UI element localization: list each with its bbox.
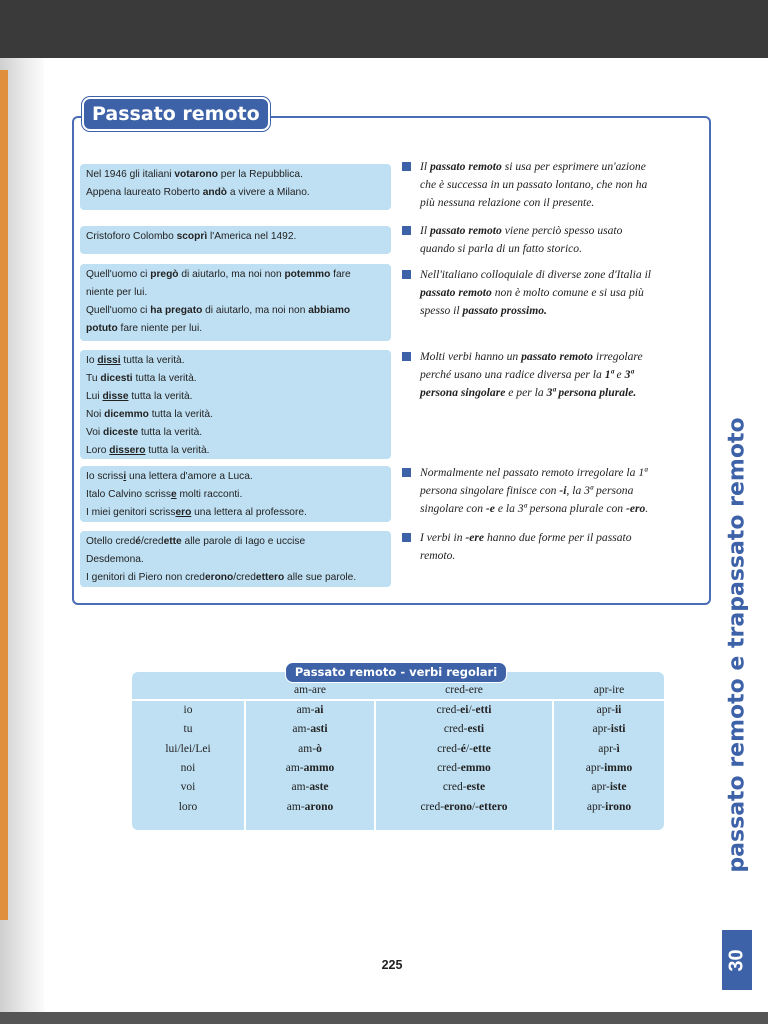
example-line xyxy=(86,352,385,370)
conjugation-cell xyxy=(376,701,552,720)
text-run: cred- xyxy=(442,781,467,794)
conjugation-cell xyxy=(376,759,552,778)
text-run: cred- xyxy=(437,742,461,755)
rule-item xyxy=(402,266,702,320)
bold-text: ei xyxy=(460,704,469,716)
bold-text: 1ª xyxy=(604,368,614,381)
bullet-square-icon xyxy=(402,468,411,477)
text-run: remoto. xyxy=(420,549,456,562)
example-box xyxy=(80,350,391,459)
rule-text xyxy=(420,464,702,518)
text-run: Quell'uomo ci xyxy=(86,269,151,280)
bold-text: erono xyxy=(204,572,234,583)
pronoun-cell: loro xyxy=(178,800,198,813)
text-run: fare xyxy=(330,269,351,280)
text-run: alle sue parole. xyxy=(284,572,357,583)
rule-item xyxy=(402,348,702,402)
bold-text: passato remoto xyxy=(521,350,593,363)
example-line xyxy=(86,166,385,184)
example-line xyxy=(86,406,385,424)
rule-line xyxy=(420,464,702,482)
bold-text: passato prossimo. xyxy=(462,304,547,317)
text-run: am- xyxy=(291,781,310,794)
text-run: I genitori di Piero non cred xyxy=(86,572,205,583)
text-run: Desdemona. xyxy=(86,554,144,565)
text-run: tutta la verità. xyxy=(138,427,203,438)
text-run: /cred xyxy=(140,536,164,547)
bold-text: 3ª xyxy=(624,368,634,381)
text-run: Nell'italiano colloquiale di diverse zone d'Italia il xyxy=(420,268,652,281)
text-run: am- xyxy=(292,723,311,736)
example-line xyxy=(86,284,385,302)
example-box xyxy=(80,164,391,210)
text-run: Normalmente nel passato remoto irregolare la 1ª xyxy=(420,466,648,479)
bold-text: e xyxy=(170,489,177,500)
bold-text: scoprì xyxy=(176,231,208,242)
text-run: che è successa in un passato lontano, che non ha xyxy=(420,178,648,191)
bold-text: etti xyxy=(475,704,492,716)
bold-text: -ero xyxy=(625,502,646,515)
example-line xyxy=(86,504,385,522)
conjugation-cell xyxy=(246,759,374,778)
conjugation-cell xyxy=(376,740,552,759)
text-run: . xyxy=(645,502,649,515)
rule-line xyxy=(420,348,702,366)
bullet-square-icon xyxy=(402,226,411,235)
bold-text: i xyxy=(123,471,127,482)
example-line xyxy=(86,228,385,246)
bold-text: pregò xyxy=(150,269,179,280)
bold-text: este xyxy=(466,781,486,794)
example-line xyxy=(86,266,385,284)
text-run: e per la xyxy=(505,386,547,399)
bold-text: é xyxy=(135,536,141,547)
section-title: Passato remoto xyxy=(82,97,270,131)
text-run: apr- xyxy=(591,781,610,794)
example-line xyxy=(86,320,385,338)
text-run: l'America nel 1492. xyxy=(207,231,297,242)
conjugation-cell xyxy=(376,778,552,797)
text-run: am- xyxy=(298,742,317,755)
text-run: cred- xyxy=(437,761,461,774)
pronoun-cell: voi xyxy=(180,781,196,794)
bold-text: é xyxy=(460,742,466,755)
text-run: am- xyxy=(286,800,305,813)
bold-text: dicemmo xyxy=(104,409,149,420)
example-line xyxy=(86,302,385,320)
text-run: spesso il xyxy=(420,304,463,317)
rule-item xyxy=(402,222,702,258)
conjugation-cell xyxy=(246,740,374,759)
bold-text: ammo xyxy=(303,761,335,774)
text-run: più nessuna relazione con il presente. xyxy=(420,196,595,209)
text-run: una lettera d'amore a Luca. xyxy=(126,471,253,482)
bold-text: votarono xyxy=(174,169,218,180)
conjugation-cell xyxy=(376,798,552,817)
text-run: e xyxy=(613,368,625,381)
bold-text: andò xyxy=(202,187,228,198)
rule-line xyxy=(420,266,702,284)
chapter-number: 30 xyxy=(725,948,748,972)
example-line xyxy=(86,569,385,587)
text-run: fare niente per lui. xyxy=(117,323,203,334)
bold-text: iste xyxy=(609,781,627,794)
bold-text: potuto xyxy=(86,323,118,334)
bold-text: emmo xyxy=(460,761,491,774)
conjugation-cell xyxy=(554,701,664,720)
text-run: cred- xyxy=(420,800,445,813)
bullet-square-icon xyxy=(402,533,411,542)
chapter-title: passato remoto e trapassato remoto xyxy=(724,417,750,873)
text-run: Tu xyxy=(86,373,101,384)
bold-text: immo xyxy=(604,761,633,774)
text-run: Io xyxy=(86,355,98,366)
rule-text xyxy=(420,158,702,212)
bold-text: ero xyxy=(175,507,192,518)
conjugation-cell xyxy=(554,720,664,739)
text-run: Cristoforo Colombo xyxy=(86,231,177,242)
rule-text xyxy=(420,529,702,565)
rule-text xyxy=(420,266,702,320)
text-run: niente per lui. xyxy=(86,287,148,298)
bold-text: ò xyxy=(316,742,322,755)
text-run: quando si parla di un fatto storico. xyxy=(420,242,583,255)
bold-text: abbiamo xyxy=(308,305,351,316)
example-line xyxy=(86,184,385,202)
text-run: /- xyxy=(471,800,480,813)
rule-text xyxy=(420,222,702,258)
pronoun-cell: lui/lei/Lei xyxy=(165,742,211,755)
bullet-square-icon xyxy=(402,270,411,279)
text-run: , la 3ª persona xyxy=(566,484,634,497)
conjugation-cell xyxy=(554,740,664,759)
bold-text: erono xyxy=(444,800,472,813)
page-number: 225 xyxy=(381,958,403,972)
rule-item xyxy=(402,158,702,212)
conjugation-cell xyxy=(554,759,664,778)
bold-text: -e xyxy=(485,502,495,515)
bold-text: ette xyxy=(163,536,182,547)
example-line xyxy=(86,370,385,388)
bold-text: diceste xyxy=(103,427,139,438)
conjugation-cell xyxy=(376,720,552,739)
text-run: perché usano una radice diversa per la xyxy=(420,368,605,381)
bold-text: dicesti xyxy=(100,373,133,384)
text-run: molti racconti. xyxy=(176,489,243,500)
text-run: di aiutarlo, ma noi non xyxy=(178,269,285,280)
bold-text: irono xyxy=(605,800,632,813)
rule-line xyxy=(420,222,702,240)
rule-line xyxy=(420,194,702,212)
text-run: singolare con xyxy=(420,502,486,515)
rule-text xyxy=(420,348,702,402)
text-run: tutta la verità. xyxy=(145,445,210,456)
text-run: tutta la verità. xyxy=(128,391,193,402)
text-run: e la 3ª persona plurale con xyxy=(494,502,626,515)
rule-line xyxy=(420,302,702,320)
text-run: apr- xyxy=(596,704,615,716)
scan-bottom-edge xyxy=(0,1012,768,1024)
text-run: persona singolare finisce con xyxy=(420,484,560,497)
text-run: Il xyxy=(420,160,430,173)
text-run: a vivere a Milano. xyxy=(227,187,310,198)
text-run: I miei genitori scriss xyxy=(86,507,176,518)
pronoun-cell: tu xyxy=(183,723,193,736)
rule-line xyxy=(420,529,702,547)
example-line xyxy=(86,424,385,442)
rule-line xyxy=(420,482,702,500)
text-run: Voi xyxy=(86,427,103,438)
example-line xyxy=(86,533,385,551)
text-run: hanno due forme per il passato xyxy=(484,531,632,544)
text-run: Appena laureato Roberto xyxy=(86,187,203,198)
text-run: Noi xyxy=(86,409,105,420)
bold-text: persona singolare xyxy=(420,386,506,399)
bold-text: ii xyxy=(614,704,622,716)
bold-text: passato remoto xyxy=(429,160,502,173)
example-line xyxy=(86,486,385,504)
bold-text: asti xyxy=(310,723,328,736)
conjugation-cell xyxy=(246,701,374,720)
text-run: /- xyxy=(468,704,476,716)
bullet-square-icon xyxy=(402,352,411,361)
column-header: am-are xyxy=(294,684,326,696)
text-run: /cred xyxy=(233,572,256,583)
rule-item xyxy=(402,529,702,565)
text-run: cred- xyxy=(436,704,461,716)
text-run: apr- xyxy=(598,742,617,755)
text-run: am- xyxy=(296,704,315,716)
chapter-title-vertical xyxy=(722,370,752,920)
example-line xyxy=(86,388,385,406)
rule-line xyxy=(420,176,702,194)
bold-text: passato remoto xyxy=(420,286,492,299)
bold-text: 3ª persona plurale. xyxy=(546,386,637,399)
conjugation-cell xyxy=(554,778,664,797)
text-run: apr- xyxy=(592,723,611,736)
bold-text: -i xyxy=(559,484,567,497)
rule-line xyxy=(420,384,702,402)
rule-line xyxy=(420,500,702,518)
bold-text: passato remoto xyxy=(429,224,502,237)
chapter-number-box xyxy=(722,930,752,990)
text-run: /- xyxy=(465,742,473,755)
text-run: non è molto comune e si usa più xyxy=(491,286,644,299)
text-run: viene perciò spesso usato xyxy=(501,224,623,237)
example-box xyxy=(80,531,391,587)
example-box xyxy=(80,466,391,522)
column-header: cred-ere xyxy=(445,684,483,696)
example-line xyxy=(86,468,385,486)
bold-text: ì xyxy=(616,742,620,755)
rule-line xyxy=(420,366,702,384)
bold-text: ette xyxy=(472,742,491,755)
rule-item xyxy=(402,464,702,518)
text-run: Otello cred xyxy=(86,536,136,547)
text-run: apr- xyxy=(586,800,606,813)
text-run: Il xyxy=(420,224,430,237)
text-run: tutta la verità. xyxy=(148,409,213,420)
text-run: I verbi in xyxy=(420,531,466,544)
text-run: Lui xyxy=(86,391,103,402)
example-box xyxy=(80,226,391,254)
conjugation-cell xyxy=(554,798,664,817)
text-run: Io scriss xyxy=(86,471,124,482)
table-title: Passato remoto - verbi regolari xyxy=(285,662,507,683)
text-run: irregolare xyxy=(592,350,643,363)
pronoun-cell: io xyxy=(183,704,193,716)
bold-text: dissi xyxy=(97,355,121,366)
text-run: Nel 1946 gli italiani xyxy=(86,169,175,180)
column-header: apr-ire xyxy=(593,684,625,696)
rule-line xyxy=(420,240,702,258)
text-run: Quell'uomo ci xyxy=(86,305,151,316)
rule-line xyxy=(420,158,702,176)
example-box xyxy=(80,264,391,341)
bold-text: arono xyxy=(304,800,334,813)
example-line xyxy=(86,551,385,569)
text-run: alle parole di Iago e uccise xyxy=(181,536,306,547)
text-run: Molti verbi hanno un xyxy=(420,350,522,363)
text-run: cred- xyxy=(443,723,468,736)
bold-text: dissero xyxy=(109,445,146,456)
conjugation-cell xyxy=(246,798,374,817)
bold-text: esti xyxy=(467,723,485,736)
text-run: per la Repubblica. xyxy=(217,169,303,180)
pronoun-cell: noi xyxy=(180,761,196,774)
conjugation-cell xyxy=(246,778,374,797)
bold-text: -ere xyxy=(465,531,485,544)
bullet-square-icon xyxy=(402,162,411,171)
text-run: Italo Calvino scriss xyxy=(86,489,171,500)
text-run: di aiutarlo, ma noi non xyxy=(202,305,309,316)
bold-text: aste xyxy=(309,781,329,794)
text-run: am- xyxy=(285,761,304,774)
rule-line xyxy=(420,547,702,565)
bold-text: ettero xyxy=(255,572,285,583)
bold-text: disse xyxy=(102,391,129,402)
text-run: una lettera al professore. xyxy=(191,507,307,518)
bold-text: potemmo xyxy=(284,269,331,280)
bold-text: ha pregato xyxy=(150,305,203,316)
rule-line xyxy=(420,284,702,302)
example-line xyxy=(86,442,385,460)
text-run: apr- xyxy=(585,761,605,774)
text-run: Loro xyxy=(86,445,110,456)
bold-text: ai xyxy=(314,704,324,716)
previous-page-edge xyxy=(0,70,8,920)
bold-text: isti xyxy=(610,723,626,736)
bold-text: ettero xyxy=(479,800,508,813)
text-run: tutta la verità. xyxy=(132,373,197,384)
conjugation-cell xyxy=(246,720,374,739)
text-run: tutta la verità. xyxy=(120,355,185,366)
text-run: si usa per esprimere un'azione xyxy=(501,160,646,173)
